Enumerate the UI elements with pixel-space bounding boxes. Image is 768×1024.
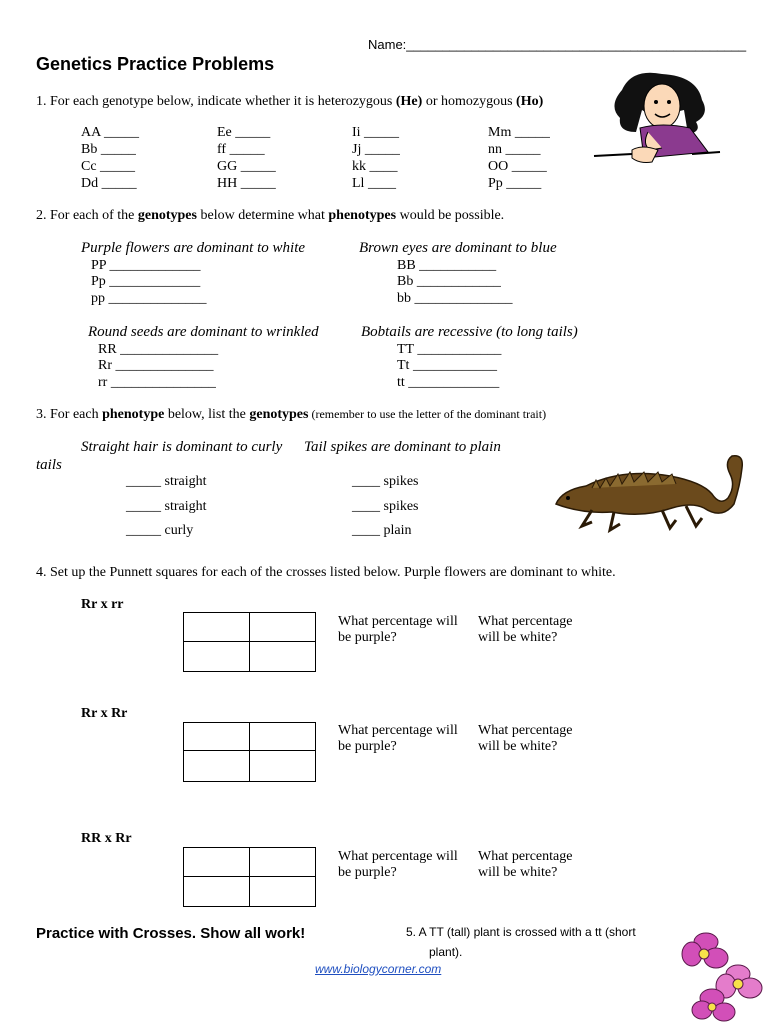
q3-heading-hair: Straight hair is dominant to curly bbox=[81, 439, 283, 455]
white-question: What percentage will be white? bbox=[478, 849, 573, 880]
genotype-blank[interactable]: Ll ____ bbox=[352, 176, 396, 191]
q2-heading-eyes: Brown eyes are dominant to blue bbox=[359, 240, 557, 256]
cross-label: RR x Rr bbox=[81, 831, 132, 846]
q3-tails-word: tails bbox=[36, 457, 62, 473]
q2-heading-tails: Bobtails are recessive (to long tails) bbox=[361, 324, 578, 340]
q2-row: Pp _____________ bbox=[91, 274, 201, 289]
q3-row: _____ straight bbox=[126, 499, 207, 514]
genotype-blank[interactable]: Ii _____ bbox=[352, 125, 400, 140]
q2-heading-purple: Purple flowers are dominant to white bbox=[81, 240, 306, 256]
white-question: What percentage will be white? bbox=[478, 723, 573, 754]
purple-question: What percentage will be purple? bbox=[338, 614, 458, 645]
q5-line2: plant). bbox=[429, 945, 463, 959]
genotype-blank[interactable]: Dd _____ bbox=[81, 176, 137, 191]
q3-prompt: 3. For each phenotype below, list the genotypes (remember to use the letter of the dominant trait) bbox=[36, 407, 547, 422]
q2-row: tt _____________ bbox=[397, 375, 500, 390]
flower-clipart bbox=[676, 928, 766, 1022]
q4-prompt: 4. Set up the Punnett squares for each of the crosses listed below. Purple flowers are dominant to white. bbox=[36, 565, 616, 580]
q3-row: ____ spikes bbox=[352, 499, 419, 514]
q3-row: ____ spikes bbox=[352, 474, 419, 489]
white-question: What percentage will be white? bbox=[478, 614, 573, 645]
cross-label: Rr x Rr bbox=[81, 706, 128, 721]
q2-row: rr _______________ bbox=[98, 375, 216, 390]
girl-clipart bbox=[592, 70, 722, 178]
q2-heading-seeds: Round seeds are dominant to wrinkled bbox=[88, 324, 319, 340]
q2-row: BB ___________ bbox=[397, 258, 497, 273]
genotype-blank[interactable]: Bb _____ bbox=[81, 142, 136, 157]
genotype-blank[interactable]: AA _____ bbox=[81, 125, 139, 140]
q2-row: pp ______________ bbox=[91, 291, 207, 306]
genotype-blank[interactable]: kk ____ bbox=[352, 159, 398, 174]
flower-blossom bbox=[716, 965, 762, 998]
practice-heading: Practice with Crosses. Show all work! bbox=[36, 925, 306, 942]
purple-question: What percentage will be purple? bbox=[338, 723, 458, 754]
q3-row: ____ plain bbox=[352, 523, 412, 538]
genotype-blank[interactable]: ff _____ bbox=[217, 142, 265, 157]
q2-row: RR ______________ bbox=[98, 342, 219, 357]
q2-row: TT ____________ bbox=[397, 342, 502, 357]
q2-row: Rr ______________ bbox=[98, 358, 214, 373]
genotype-blank[interactable]: Cc _____ bbox=[81, 159, 136, 174]
lizard-clipart bbox=[552, 446, 748, 534]
cross-label: Rr x rr bbox=[81, 597, 124, 612]
footer-link[interactable] bbox=[315, 962, 441, 976]
genotype-blank[interactable]: Ee _____ bbox=[217, 125, 271, 140]
page-title: Genetics Practice Problems bbox=[36, 54, 275, 74]
q3-row: _____ straight bbox=[126, 474, 207, 489]
q5-line1: 5. A TT (tall) plant is crossed with a tt (short bbox=[406, 925, 636, 939]
genotype-blank[interactable]: nn _____ bbox=[488, 142, 541, 157]
biologycorner-link[interactable]: www.biologycorner.com bbox=[315, 962, 442, 976]
name-field[interactable]: Name:_______________________________________________ bbox=[368, 37, 747, 52]
flower-blossom bbox=[682, 933, 728, 968]
q3-heading-spikes: Tail spikes are dominant to plain bbox=[304, 439, 501, 455]
q2-row: PP _____________ bbox=[91, 258, 201, 273]
q3-row: _____ curly bbox=[126, 523, 194, 538]
q2-row: Tt ____________ bbox=[397, 358, 497, 373]
genotype-blank[interactable]: Mm _____ bbox=[488, 125, 550, 140]
genotype-blank[interactable]: GG _____ bbox=[217, 159, 276, 174]
q2-prompt: 2. For each of the genotypes below determine what phenotypes would be possible. bbox=[36, 208, 505, 223]
genotype-blank[interactable]: HH _____ bbox=[217, 176, 276, 191]
genotype-blank[interactable]: Jj _____ bbox=[352, 142, 400, 157]
q2-row: bb ______________ bbox=[397, 291, 513, 306]
genotype-blank[interactable]: Pp _____ bbox=[488, 176, 542, 191]
q1-prompt: 1. For each genotype below, indicate whether it is heterozygous (He) or homozygous (Ho) bbox=[36, 94, 544, 109]
genotype-blank[interactable]: OO _____ bbox=[488, 159, 547, 174]
girl-face bbox=[644, 84, 680, 128]
q2-row: Bb ____________ bbox=[397, 274, 501, 289]
purple-question: What percentage will be purple? bbox=[338, 849, 458, 880]
